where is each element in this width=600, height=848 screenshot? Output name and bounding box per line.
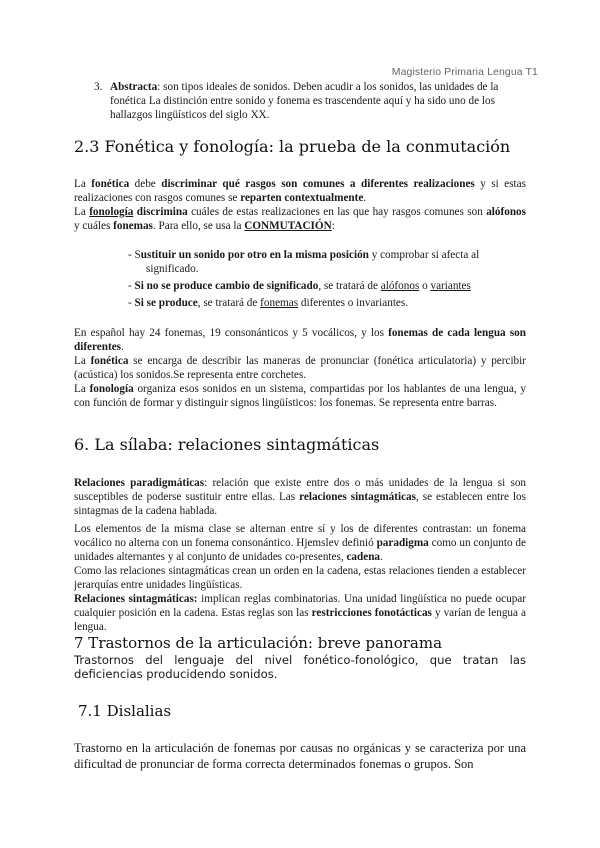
text: y comprobar si afecta al: [368, 249, 480, 261]
underlined-term: alófonos: [380, 280, 420, 292]
bold-term: Relaciones sintagmáticas:: [74, 593, 198, 605]
bold-term: fonología: [89, 383, 134, 395]
bold-term: fonemas: [113, 220, 153, 232]
bold-term: ustituir un sonido por otro en la misma posición: [140, 249, 369, 261]
underlined-term: fonología: [89, 206, 134, 218]
text: : relación que existe entre dos o más unidades de la lengua si son susceptibles de poderse sustituir entre ellas. Las: [74, 477, 527, 503]
text: :: [331, 220, 335, 232]
text: se encarga de describir las maneras de pronunciar (fonética articulatoria) y percibir (acústica) los sonidos.Se representa entre corchetes.: [74, 355, 526, 381]
text: diferentes o invariantes.: [298, 297, 409, 309]
text: - S: [128, 249, 141, 261]
dash-list: [128, 248, 526, 313]
list-number: 3.: [94, 81, 103, 93]
text: implican reglas combinatorias. Una unidad lingüística no puede ocupar cualquier posición en la cadena. Estas reglas son las: [74, 593, 526, 619]
text: y varían de lengua a lengua.: [74, 607, 526, 633]
text: La: [74, 383, 90, 395]
text: La: [74, 178, 92, 190]
list-item-3: [94, 80, 526, 122]
text: Como las relaciones sintagmáticas crean un orden en la cadena, estas relaciones tienden a establecer jerarquías entre unidades lingüísticas.: [74, 565, 526, 591]
bold-term: Si no se produce cambio de significado: [134, 280, 319, 292]
text: y si estas realizaciones con rasgos comunes se: [74, 178, 526, 204]
paragraph-trastornos: [74, 653, 526, 681]
text: -: [128, 280, 135, 292]
text: cuáles de estas realizaciones en las que hay rasgos comunes son: [187, 206, 487, 218]
paragraph-dislalias: [74, 740, 526, 772]
section-heading-6: 6. La sílaba: relaciones sintagmáticas: [74, 435, 380, 454]
bold-term: fonética: [91, 178, 130, 190]
section-heading-7: 7 Trastornos de la articulación: breve panorama: [74, 634, 443, 652]
text: como un conjunto de unidades alternantes y al conjunto de unidades co-presentes,: [74, 537, 526, 563]
text: En español hay 24 fonemas, 19 consonánticos y 5 vocálicos, y los: [74, 327, 389, 339]
text: Trastorno en la articulación de fonemas por causas no orgánicas y se caracteriza por una dificultad de pronunciar de forma correcta determinados fonemas o grupos. Son: [74, 741, 526, 771]
list-text-body: : son tipos ideales de sonidos. Deben acudir a los sonidos, las unidades de la fonética La distinción entre sonido y fonema es trascendente aquí y ha sido uno de los hallazgos lingüísticos del siglo XX.: [110, 81, 499, 121]
bold-term: relaciones sintagmáticas: [299, 491, 416, 503]
text: . Para ello, se usa la: [152, 220, 245, 232]
paragraph-relaciones: [74, 476, 526, 634]
text: significado.: [146, 263, 199, 275]
page-header: Magisterio Primaria Lengua T1: [391, 66, 538, 78]
text: , se tratará de: [318, 280, 381, 292]
text: La: [74, 355, 91, 367]
bold-term: reparten contextualmente: [240, 192, 364, 204]
bold-term: Relaciones paradigmáticas: [74, 477, 205, 489]
text: debe: [129, 178, 162, 190]
text: -: [128, 297, 135, 309]
bold-term: restricciones fonotácticas: [311, 607, 432, 619]
bold-term: discriminar qué rasgos son comunes a diferentes realizaciones: [161, 178, 475, 190]
text: .: [121, 341, 124, 353]
list-text: [110, 80, 526, 122]
bold-term: Si se produce: [134, 297, 198, 309]
section-heading-7-1: 7.1 Dislalias: [78, 702, 172, 720]
text: o: [419, 280, 431, 292]
bold-term: fonética: [90, 355, 129, 367]
text: organiza esos sonidos en un sistema, compartidas por los hablantes de una lengua, y con función de formar y distinguir signos lingüísticos: los fonemas. Se representa entre barras.: [74, 383, 526, 409]
paragraph-espanol: [74, 326, 526, 410]
underlined-term: CONMUTACIÓN: [244, 220, 332, 232]
bold-term: paradigma: [376, 537, 429, 549]
bold-term: cadena: [346, 551, 381, 563]
text: La: [74, 206, 90, 218]
text: y cuáles: [74, 220, 114, 232]
text: , se tratará de: [197, 297, 261, 309]
text: Los elementos de la misma clase se alternan entre sí y los de diferentes contrastan: un fonema vocálico no alterna con un fonema consonántico. Hjemslev definió: [74, 523, 526, 549]
section-heading-2-3: 2.3 Fonética y fonología: la prueba de la conmutación: [74, 137, 511, 156]
bold-term: discrimina: [136, 206, 188, 218]
underlined-term: variantes: [430, 280, 471, 292]
bold-term: fonemas de cada lengua son diferentes: [74, 327, 526, 353]
paragraph-fonetica: [74, 177, 526, 233]
underlined-term: fonemas: [260, 297, 299, 309]
bold-term: alófonos: [486, 206, 526, 218]
text: Trastornos del lenguaje del nivel fonético-fonológico, que tratan las deficiencias producidendo sonidos.: [74, 653, 526, 681]
text: .: [380, 551, 383, 563]
term-abstracta: Abstracta: [110, 81, 158, 93]
text: , se establecen entre los sintagmas de la cadena hablada.: [74, 491, 526, 517]
text: .: [363, 192, 367, 204]
